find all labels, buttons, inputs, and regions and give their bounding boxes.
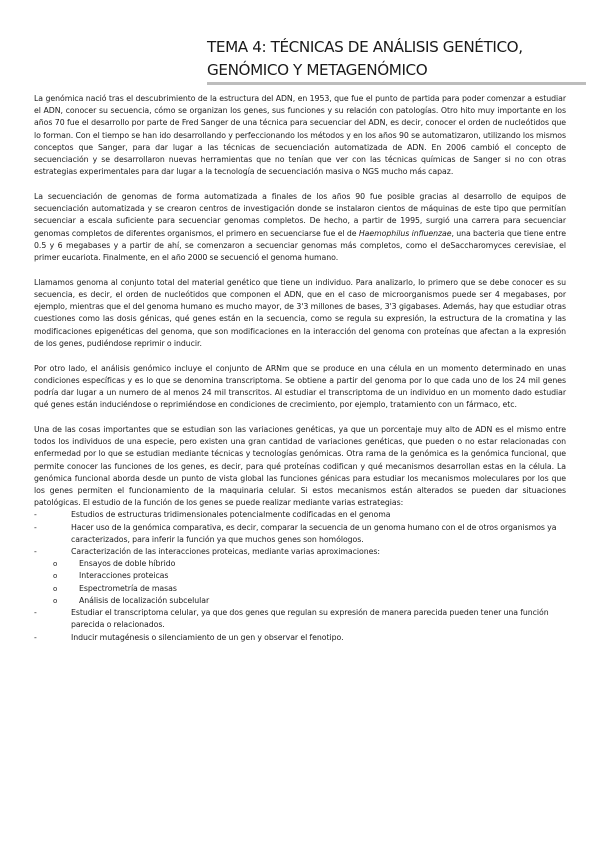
approaches-sublist bbox=[34, 558, 566, 607]
list-item: - Caracterización de las interacciones proteicas, mediante varias aproximaciones: o Ensayos de doble híbrido o Interacciones proteicas o Espectrometría de masas o Análisis de localización subcelular bbox=[34, 546, 566, 607]
circle-bullet-icon bbox=[53, 583, 61, 595]
strategies-list bbox=[34, 509, 566, 643]
sublist-item: o Ensayos de doble híbrido bbox=[34, 558, 566, 570]
paragraph-genomics-history: La genómica nació tras el descubrimiento de la estructura del ADN, en 1953, que fue el punto de partida para poder comenzar a estudiar el ADN, conocer su secuencia, cómo se organizan los genes, sus funciones y su relación con patologías. Otro hito muy importante en los años 70 fue el desarrollo por parte de Fred Sanger de una técnica para secuenciar del ADN, es decir, conocer el orden de nucleótidos que lo forman. Con el tiempo se han ido desarrollando y perfeccionando los métodos y en los años 90 se automatizaron, utilizando los mismos conceptos que Sanger, para dar lugar a las técnicas de secuenciación automatizada de ADN. En 2006 cambió el concepto de secuenciación y se desarrollaron nuevas herramientas que no tenían que ver con las técnicas químicas de Sanger si no con otras estrategias experimentales para dar lugar a la tecnología de secuenciación masiva o NGS mucho más capaz. bbox=[34, 94, 566, 177]
dash-bullet: - bbox=[34, 632, 37, 642]
paragraph-text: , una bacteria que tiene entre 0.5 y 6 megabases y a partir de ahí, se comenzaron a secuenciar genomas más completos, como el deSaccharomyces cerevisiae, el primer eucariota. Finalmente, en el año 2000 se secuenció el genoma humano. bbox=[34, 228, 567, 263]
paragraph-automated-sequencing bbox=[34, 191, 566, 264]
list-item: - Estudiar el transcriptoma celular, ya que dos genes que regulan su expresión de manera parecida pueden tener una función parecida o relacionados. bbox=[34, 608, 549, 630]
title-underline bbox=[207, 82, 586, 85]
circle-bullet-icon bbox=[53, 570, 61, 582]
circle-bullet-icon bbox=[53, 558, 61, 570]
paragraph-genetic-variation: Una de las cosas importantes que se estudian son las variaciones genéticas, ya que un porcentaje muy alto de ADN es el mismo entre todos los individuos de una especie, pero existen una gran cantidad de variaciones genéticas, que pueden o no estar relacionadas con enfermedad por lo que se estudian mediante técnicas y tecnologías genómicas. Otra rama de la genómica es la genómica funcional, que permite conocer las funciones de los genes, es decir, para qué proteínas codifican y qué mecanismos desarrollan estas en la célula. La genómica funcional aborda desde un punto de vista global las funciones génicas para estudiar los mecanismos moleculares por los que los genes permiten el funcionamiento de la maquinaria celular. Si estos mecanismos están alterados se pueden dar situaciones patológicas. El estudio de la función de los genes se puede realizar mediante varias estrategias: bbox=[34, 425, 566, 508]
list-item: - Inducir mutagénesis o silenciamiento de un gen y observar el fenotipo. bbox=[34, 632, 566, 644]
page-title bbox=[207, 36, 577, 82]
list-item: - Hacer uso de la genómica comparativa, es decir, comparar la secuencia de un genoma humano con el de otros organismos ya caracterizados, para inferir la función ya que muchos genes son homólogos. bbox=[34, 522, 557, 544]
dash-bullet: - bbox=[34, 510, 37, 520]
sublist-item: o Análisis de localización subcelular bbox=[34, 595, 566, 607]
circle-bullet-icon bbox=[53, 595, 61, 607]
dash-bullet: - bbox=[34, 547, 37, 557]
title-line-1: TEMA 4: TÉCNICAS DE ANÁLISIS GENÉTICO, bbox=[207, 38, 523, 56]
species-name: Haemophilus influenzae bbox=[358, 228, 452, 238]
dash-bullet: - bbox=[34, 522, 37, 532]
paragraph-genome-definition: Llamamos genoma al conjunto total del material genético que tiene un individuo. Para analizarlo, lo primero que se debe conocer es su secuencia, es decir, el orden de nucleótidos que componen el ADN, que en el caso de microorganismos puede ser 4 megabases, por ejemplo, mientras que el del genoma humano es mucho mayor, de 3'3 millones de bases, 3'3 gigabases. Además, hay que estudiar otras cuestiones como las dosis génicas, qué genes están en la secuencia, como se regula su expresión, la estructura de la cromatina y las modificaciones epigenéticas del genoma, que son modificaciones en la interacción del genoma con proteínas que afectan a la expresión de los genes, pudiéndose reprimir o inducir. bbox=[34, 277, 566, 348]
sublist-item: o Espectrometría de masas bbox=[34, 583, 566, 595]
paragraph-text: La secuenciación de genomas de forma automatizada a finales de los años 90 fue posible gracias al desarrollo de equipos de secuenciación automatizada y se crearon centros de investigación donde se instalaron cientos de máquinas de este tipo que permitían secuenciar a escala suficiente para secuenciar genomas completos. De hecho, a partir de 1995, surgió una carrera para secuenciar genomas completos de diferentes organismos, el primero en secuenciarse fue el de bbox=[34, 192, 566, 238]
dash-bullet: - bbox=[34, 608, 37, 618]
title-line-2: GENÓMICO Y METAGENÓMICO bbox=[207, 61, 428, 79]
paragraph-transcriptome: Por otro lado, el análisis genómico incluye el conjunto de ARNm que se produce en una célula en un momento determinado en unas condiciones específicas y es lo que se denomina transcriptoma. Se obtiene a partir del genoma por lo que cada uno de los 24 mil genes podría dar lugar a un numero de al menos 24 mil transcritos. Al estudiar el transcriptoma de un individuo en un momento dado estudiar qué genes están induciéndose o reprimiéndose en condiciones de crecimiento, por ejemplo, tratamiento con un fármaco, etc. bbox=[34, 363, 566, 410]
list-item: - Estudios de estructuras tridimensionales potencialmente codificadas en el genoma bbox=[34, 509, 566, 521]
document-body bbox=[34, 93, 566, 644]
sublist-item: o Interacciones proteicas bbox=[34, 570, 566, 582]
